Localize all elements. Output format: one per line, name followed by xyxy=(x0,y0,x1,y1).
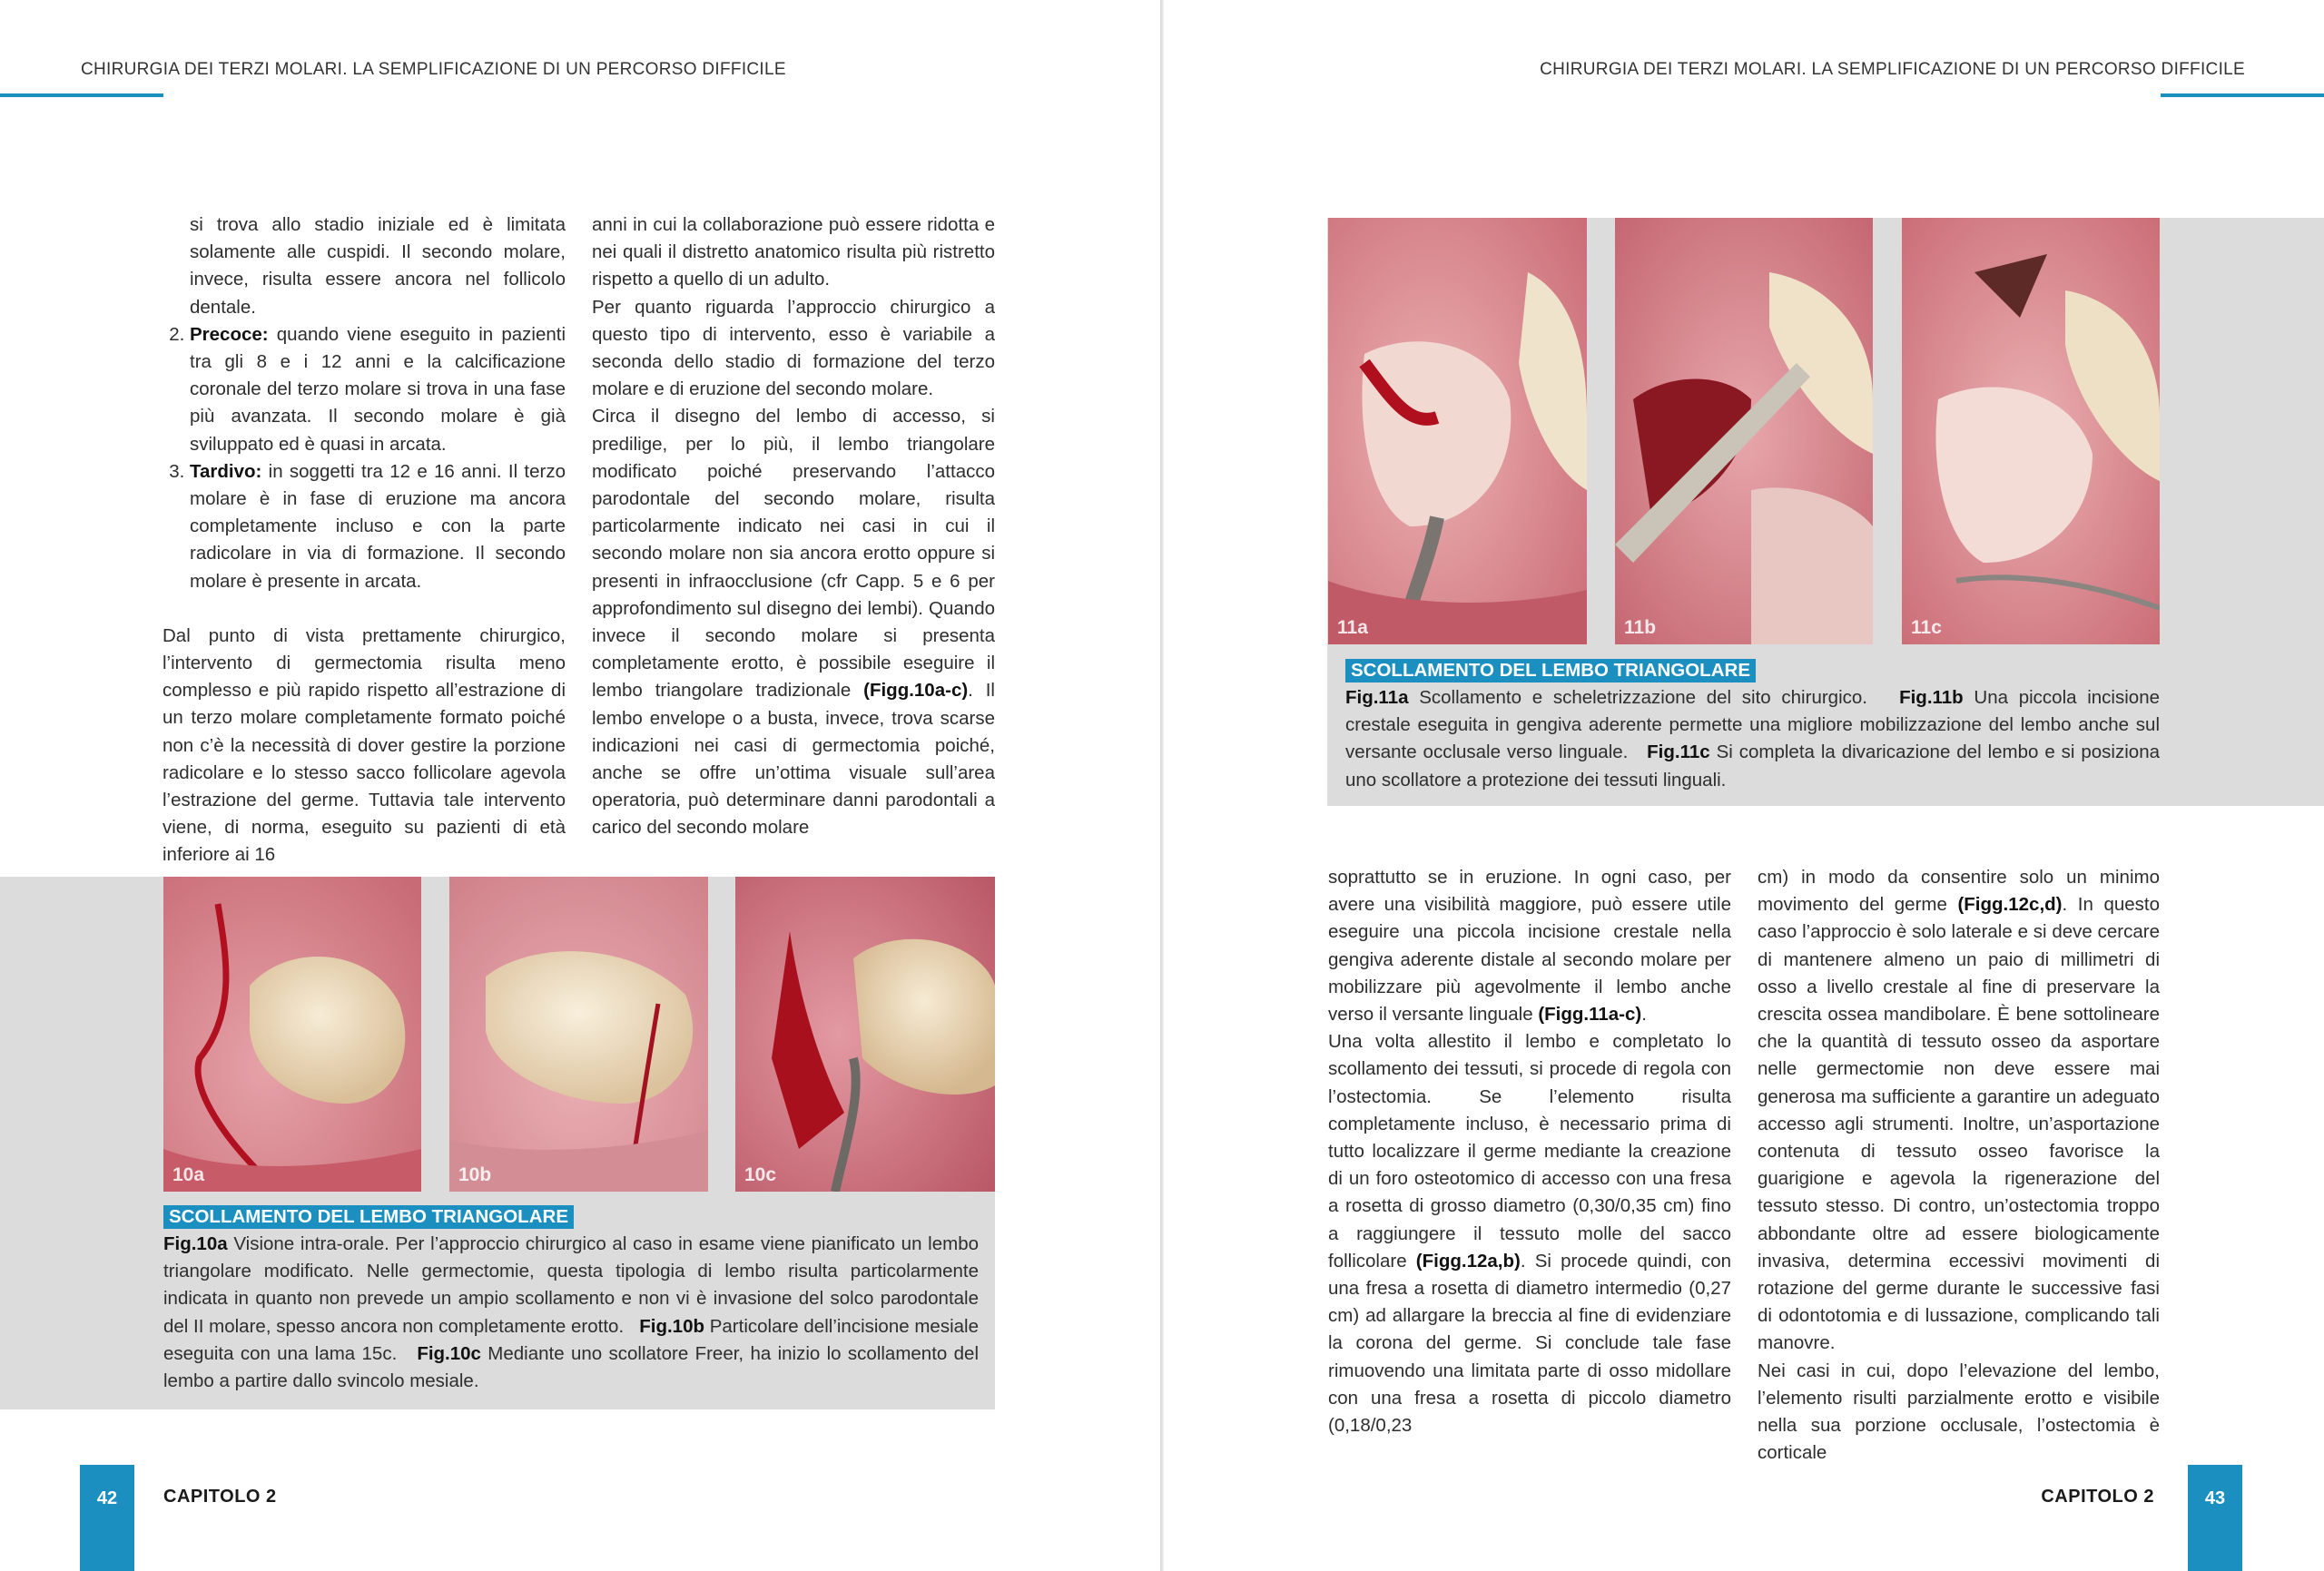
photo-11c xyxy=(1902,218,2160,644)
eruzione-text-a: soprattutto se in eruzione. In ogni caso, per avere una visibilità maggiore, può essere utile eseguire una piccola incisione crestale nella gengiva aderente distale al secondo molare per mobilizzare più agevolmente il lembo anche verso il versante linguale xyxy=(1328,867,1731,1026)
photo-label-11a: 11a xyxy=(1337,617,1368,638)
caption-text-11c: Si completa la divaricazione del lembo e si posiziona uno scollatore a protezione dei tessuti linguali. xyxy=(1345,741,2160,790)
figure-10-title: SCOLLAMENTO DEL LEMBO TRIANGOLARE xyxy=(163,1205,574,1229)
caption-text-10b: Particolare dell’incisione mesiale eseguita con una lama 15c. xyxy=(163,1315,979,1364)
header-rule-left xyxy=(0,93,163,97)
caption-ref-11c: Fig.11c xyxy=(1647,741,1710,763)
page-number-left: 42 xyxy=(96,1488,118,1508)
photo-10a-illustration xyxy=(163,877,421,1192)
paragraph-eruzione xyxy=(1328,864,1731,1028)
caption-ref-10c: Fig.10c xyxy=(417,1342,481,1364)
left-text-column-2 xyxy=(592,211,995,842)
chapter-label-left: CAPITOLO 2 xyxy=(163,1487,277,1507)
movimento-text-a: cm) in modo da consentire solo un minimo movimento del germe xyxy=(1758,867,2160,916)
ostectomia-text-b: . Si procede quindi, con una fresa a rosetta di diametro intermedio (0,27 cm) ad allargare la breccia al fine di evidenziare la corona del germe. Si conclude tale fase rimuovendo una limitata parte di osso midollare con una fresa a rosetta di piccolo diametro (0,18/0,23 xyxy=(1328,1250,1732,1437)
paragraph-approccio: Per quanto riguarda l’approccio chirurgico a questo tipo di intervento, esso è variabile a seconda dello stadio di formazione del terzo molare e di eruzione del secondo molare. xyxy=(592,296,995,400)
photo-11a-illustration xyxy=(1328,218,1587,644)
figure-ref-10: (Figg.10a-c) xyxy=(863,680,969,702)
term-tardivo: Tardivo: xyxy=(190,460,262,482)
photo-10a xyxy=(163,877,421,1192)
photo-label-10b: 10b xyxy=(458,1164,492,1185)
eruzione-text-b: . xyxy=(1641,1004,1647,1026)
figure-11-caption xyxy=(1345,684,2160,794)
chapter-label-right: CAPITOLO 2 xyxy=(2041,1487,2154,1507)
figure-ref-11: (Figg.11a-c) xyxy=(1538,1004,1642,1026)
caption-ref-11a: Fig.11a xyxy=(1345,687,1409,708)
photo-10c-illustration xyxy=(735,877,995,1192)
running-head-left: CHIRURGIA DEI TERZI MOLARI. LA SEMPLIFICAZIONE DI UN PERCORSO DIFFICILE xyxy=(81,60,786,79)
right-text-column-2 xyxy=(1758,864,2160,1467)
photo-10c xyxy=(735,877,995,1192)
text-precoce: quando viene eseguito in pazienti tra gli 8 e i 12 anni e la calcificazione coronale del terzo molare si trova in una fase più avanzata. Il secondo molare è già sviluppato ed è quasi in arcata. xyxy=(190,323,566,455)
photo-11a xyxy=(1328,218,1587,644)
figure-11-title: SCOLLAMENTO DEL LEMBO TRIANGOLARE xyxy=(1345,659,1756,682)
figure-ref-12ab: (Figg.12a,b) xyxy=(1415,1250,1521,1272)
list-item-tardivo xyxy=(190,458,566,595)
movimento-text-b: . In questo caso l’approccio è solo laterale e si deve cercare di mantenere almeno un paio di millimetri di osso a livello crestale al fine di preservare la crescita ossea mandibolare. È bene sottolineare che la quantità di tessuto osseo da asportare nelle germectomie non deve essere mai generosa ma sufficiente a garantire un adeguato accesso agli strumenti. Inoltre, un’asportazione contenuta di tessuto osseo favorisce la guarigione e agevola la rigenerazione del tessuto stesso. Di contro, un’ostectomia troppo abbondante oltre ad essere biologicamente invasiva, determina eccessivi movimenti di rotazione del germe durante le successive fasi di odontotomia e di lussazione, complicando tali manovre. xyxy=(1758,894,2160,1354)
caption-text-11b: Una piccola incisione crestale eseguita in gengiva aderente permette una migliore mobilizzazione del lembo anche sul versante occlusale verso linguale. xyxy=(1345,687,2160,763)
caption-ref-11b: Fig.11b xyxy=(1899,687,1964,708)
caption-ref-10a: Fig.10a xyxy=(163,1233,228,1254)
figure-10-caption xyxy=(163,1231,979,1395)
page-number-right: 43 xyxy=(2204,1488,2226,1508)
paragraph-parzialmente-erotto: Nei casi in cui, dopo l’elevazione del lembo, l’elemento risulti parzialmente erotto e visibile nella sua porzione occlusale, l’ostectomia è corticale xyxy=(1758,1360,2160,1464)
right-text-column-1 xyxy=(1328,864,1731,1439)
paragraph-ostectomia xyxy=(1328,1028,1731,1439)
paragraph-lembo xyxy=(592,403,995,841)
caption-text-10c: Mediante uno scollatore Freer, ha inizio lo scollamento del lembo a partire dallo svincolo mesiale. xyxy=(163,1342,980,1392)
page-tab-left xyxy=(80,1465,134,1571)
list-item-precoce xyxy=(190,321,566,458)
term-precoce: Precoce: xyxy=(190,323,269,345)
paragraph-movimento xyxy=(1758,864,2160,1358)
ostectomia-text-a: Una volta allestito il lembo e completato lo scollamento dei tessuti, si procede di regola con l’ostectomia. Se l’elemento risulta completamente incluso, è necessario prima di tutto localizzare il germe mediante la creazione di un foro osteotomico di accesso con una fresa a rosetta di grosso diametro (0,30/0,35 cm) fino a raggiungere il tessuto molle del sacco follicolare xyxy=(1328,1031,1731,1272)
figure-ref-12cd: (Figg.12c,d) xyxy=(1957,894,2063,916)
left-text-column-1 xyxy=(162,211,566,869)
photo-label-11b: 11b xyxy=(1624,617,1657,638)
lembo-text-b: . Il lembo envelope o a busta, invece, trova scarse indicazioni nei casi di germectomia poiché, anche se offre un’ottima visuale sull’area operatoria, può determinare danni parodontali a carico del secondo molare xyxy=(592,680,995,839)
text-tardivo: in soggetti tra 12 e 16 anni. Il terzo molare è in fase di eruzione ma ancora completamente incluso e con la parte radicolare in via di formazione. Il secondo molare è presente in arcata. xyxy=(190,460,566,592)
list-item-1-continuation: si trova allo stadio iniziale ed è limitata solamente alle cuspidi. Il secondo molare, invece, risulta essere ancora nel follicolo dentale. xyxy=(190,214,566,318)
paragraph-chirurgico: Dal punto di vista prettamente chirurgico, l’intervento di germectomia risulta meno complesso e più rapido rispetto all’estrazione di un terzo molare completamente formato poiché non c’è la necessità di dover gestire la porzione radicolare e lo stesso sacco follicolare agevola l’estrazione del germe. Tuttavia tale intervento viene, di norma, eseguito su pazienti di età inferiore ai 16 xyxy=(162,624,566,866)
running-head-right: CHIRURGIA DEI TERZI MOLARI. LA SEMPLIFICAZIONE DI UN PERCORSO DIFFICILE xyxy=(1540,60,2245,79)
photo-label-10a: 10a xyxy=(172,1164,205,1185)
photo-11b xyxy=(1615,218,1873,644)
photo-11c-illustration xyxy=(1902,218,2160,644)
photo-label-10c: 10c xyxy=(744,1164,777,1185)
stage-list xyxy=(162,321,566,595)
photo-11b-illustration xyxy=(1615,218,1873,644)
caption-text-10a: Visione intra-orale. Per l’approccio chirurgico al caso in esame viene pianificato un lembo triangolare modificato. Nelle germectomie, questa tipologia di lembo risulta particolarmente indicata in quanto non prevede un ampio scollamento e non vi è invasione del solco parodontale del II molare, spesso ancora non completamente erotto. xyxy=(163,1233,979,1337)
header-rule-right xyxy=(2161,93,2324,97)
page-tab-right xyxy=(2188,1465,2242,1571)
photo-10b xyxy=(449,877,708,1192)
paragraph-collaborazione: anni in cui la collaborazione può essere ridotta e nei quali il distretto anatomico risulta più ristretto rispetto a quello di un adulto. xyxy=(592,214,995,290)
photo-10b-illustration xyxy=(449,877,708,1192)
caption-ref-10b: Fig.10b xyxy=(639,1315,705,1337)
lembo-text-a: Circa il disegno del lembo di accesso, si predilige, per lo più, il lembo triangolare modificato poiché preservando l’attacco parodontale del secondo molare, risulta particolarmente indicato nei casi in cui il secondo molare non sia ancora erotto oppure si presenti in infraocclusione (cfr Capp. 5 e 6 per approfondimento sul disegno dei lembi). Quando invece il secondo molare si presenta completamente erotto, è possibile eseguire il lembo triangolare tradizionale xyxy=(592,406,995,702)
caption-text-11a: Scollamento e scheletrizzazione del sito chirurgico. xyxy=(1408,687,1867,708)
photo-label-11c: 11c xyxy=(1911,617,1942,638)
page-spine xyxy=(1160,0,1164,1571)
